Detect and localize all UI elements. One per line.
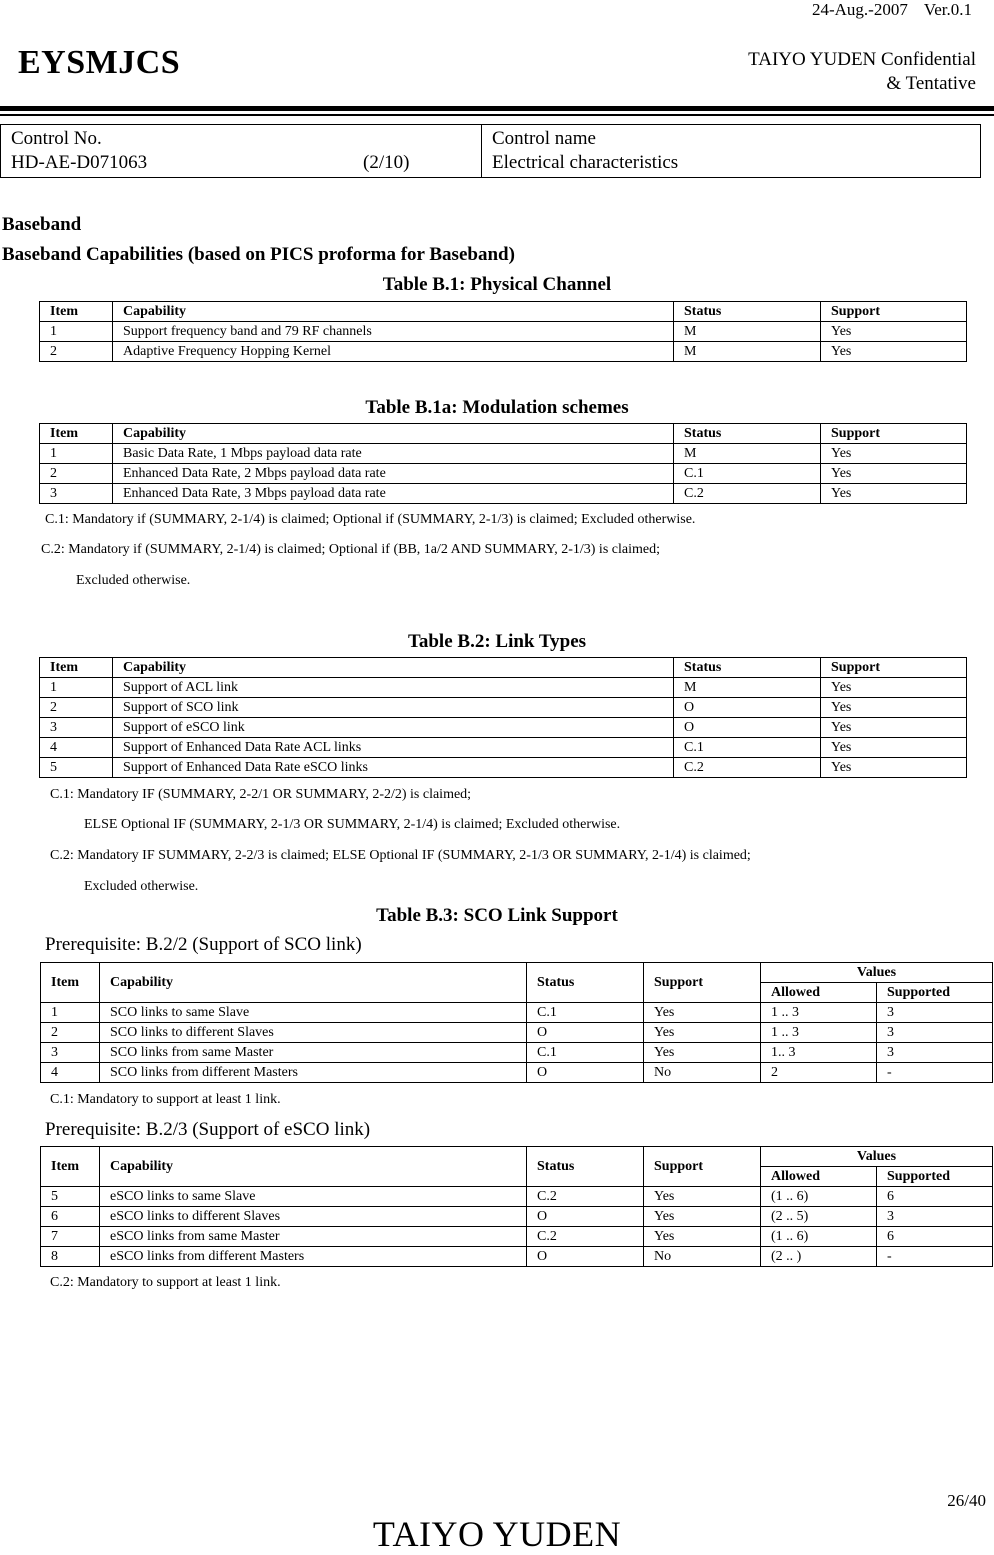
cell-support: Yes: [644, 1187, 761, 1207]
header-rule-thick: [0, 106, 994, 111]
header-capability: Capability: [100, 963, 527, 1003]
cell-item: 2: [40, 342, 113, 362]
header-support: Support: [644, 963, 761, 1003]
cell-item: 2: [40, 698, 113, 718]
version-text: Ver.0.1: [923, 0, 972, 19]
control-no-cell: [1, 125, 482, 178]
cell-allowed: (1 .. 6): [761, 1227, 877, 1247]
cell-item: 3: [40, 718, 113, 738]
cell-allowed: (2 .. ): [761, 1247, 877, 1267]
cell-item: 3: [40, 484, 113, 504]
table-b3-esco: [40, 1146, 993, 1267]
cell-status: M: [674, 322, 821, 342]
cell-status: O: [527, 1207, 644, 1227]
header-status: Status: [527, 1147, 644, 1187]
cell-item: 7: [41, 1227, 100, 1247]
table-row: [41, 1207, 993, 1227]
cell-item: 5: [40, 758, 113, 778]
cell-status: C.2: [674, 758, 821, 778]
cell-status: M: [674, 444, 821, 464]
table-row: [40, 322, 967, 342]
cell-status: C.2: [527, 1227, 644, 1247]
cell-item: 2: [41, 1023, 100, 1043]
header-allowed: Allowed: [761, 1167, 877, 1187]
cell-status: M: [674, 678, 821, 698]
table-row: [40, 342, 967, 362]
table-b3-note-c2: C.2: Mandatory to support at least 1 link.: [50, 1275, 281, 1290]
table-row: [41, 1003, 993, 1023]
header-allowed: Allowed: [761, 983, 877, 1003]
table-header-row: [40, 424, 967, 444]
header-status: Status: [674, 302, 821, 322]
cell-supported: -: [877, 1247, 993, 1267]
cell-capability: Support of Enhanced Data Rate eSCO links: [113, 758, 674, 778]
table-b3-prereq-esco: Prerequisite: B.2/3 (Support of eSCO link): [45, 1119, 371, 1140]
cell-capability: SCO links to same Slave: [100, 1003, 527, 1023]
section-subtitle: Baseband Capabilities (based on PICS proforma for Baseband): [2, 244, 515, 265]
table-header-row: [41, 1147, 993, 1167]
table-header-row: [40, 658, 967, 678]
header-status: Status: [674, 658, 821, 678]
header-support: Support: [821, 658, 967, 678]
cell-allowed: 2: [761, 1063, 877, 1083]
cell-supported: 3: [877, 1207, 993, 1227]
cell-support: Yes: [821, 444, 967, 464]
footer-brand: TAIYO YUDEN: [372, 1514, 622, 1554]
table-b1: [39, 301, 967, 362]
cell-allowed: 1 .. 3: [761, 1003, 877, 1023]
table-b2-note-c1-cont: ELSE Optional IF (SUMMARY, 2-1/3 OR SUMMARY, 2-1/4) is claimed; Excluded otherwise.: [84, 817, 621, 832]
cell-capability: Support of SCO link: [113, 698, 674, 718]
cell-item: 4: [41, 1063, 100, 1083]
table-b1a-note-c1: C.1: Mandatory if (SUMMARY, 2-1/4) is claimed; Optional if (SUMMARY, 2-1/3) is claimed; Excluded otherwise.: [45, 512, 696, 527]
cell-item: 1: [40, 678, 113, 698]
cell-support: Yes: [644, 1227, 761, 1247]
cell-allowed: 1 .. 3: [761, 1023, 877, 1043]
cell-capability: Basic Data Rate, 1 Mbps payload data rate: [113, 444, 674, 464]
cell-allowed: (1 .. 6): [761, 1187, 877, 1207]
table-b1a-note-c2-cont: Excluded otherwise.: [76, 573, 191, 588]
header-item: Item: [41, 963, 100, 1003]
control-no-label: Control No.: [11, 128, 102, 149]
table-row: [41, 1247, 993, 1267]
header-capability: Capability: [113, 424, 674, 444]
cell-status: C.2: [527, 1187, 644, 1207]
table-row: [41, 1187, 993, 1207]
cell-support: Yes: [821, 678, 967, 698]
cell-capability: eSCO links to same Slave: [100, 1187, 527, 1207]
cell-supported: 3: [877, 1003, 993, 1023]
table-b2-caption: Table B.2: Link Types: [407, 631, 587, 652]
control-page-of: (2/10): [363, 152, 410, 173]
cell-item: 1: [41, 1003, 100, 1023]
cell-support: Yes: [821, 718, 967, 738]
confidential-notice: [748, 48, 976, 96]
confidential-line-1: TAIYO YUDEN Confidential: [748, 49, 976, 70]
header-supported: Supported: [877, 983, 993, 1003]
cell-capability: Enhanced Data Rate, 2 Mbps payload data rate: [113, 464, 674, 484]
table-b2-note-c2: C.2: Mandatory IF SUMMARY, 2-2/3 is claimed; ELSE Optional IF (SUMMARY, 2-1/3 OR SUMMARY, 2-1/4) is claimed;: [50, 848, 751, 863]
table-row: [40, 444, 967, 464]
header-capability: Capability: [113, 658, 674, 678]
cell-capability: SCO links to different Slaves: [100, 1023, 527, 1043]
table-b3-prereq-sco: Prerequisite: B.2/2 (Support of SCO link): [45, 934, 362, 955]
cell-status: O: [527, 1063, 644, 1083]
header-item: Item: [41, 1147, 100, 1187]
cell-supported: 6: [877, 1227, 993, 1247]
cell-support: Yes: [821, 698, 967, 718]
cell-status: O: [674, 718, 821, 738]
cell-support: Yes: [644, 1043, 761, 1063]
cell-status: C.1: [674, 464, 821, 484]
table-row: [41, 1063, 993, 1083]
table-row: [41, 1043, 993, 1063]
cell-support: No: [644, 1063, 761, 1083]
header-status: Status: [674, 424, 821, 444]
table-row: [40, 464, 967, 484]
table-header-row: [40, 302, 967, 322]
cell-status: C.1: [527, 1003, 644, 1023]
cell-status: O: [674, 698, 821, 718]
section-title: Baseband: [2, 214, 82, 235]
header-values: Values: [761, 1147, 993, 1167]
control-no-value: HD-AE-D071063: [11, 152, 148, 173]
table-header-row: [41, 963, 993, 983]
cell-allowed: (2 .. 5): [761, 1207, 877, 1227]
cell-status: C.1: [527, 1043, 644, 1063]
table-b1a-note-c2: C.2: Mandatory if (SUMMARY, 2-1/4) is claimed; Optional if (BB, 1a/2 AND SUMMARY, 2-1/3) is claimed;: [41, 542, 660, 557]
header-rule-thin: [0, 114, 994, 116]
control-box: [0, 124, 981, 178]
page-number: 26/40: [947, 1491, 986, 1510]
header-item: Item: [40, 424, 113, 444]
header-date-version: [812, 0, 972, 20]
cell-supported: 3: [877, 1043, 993, 1063]
cell-status: M: [674, 342, 821, 362]
header-support: Support: [821, 302, 967, 322]
table-b1a-caption: Table B.1a: Modulation schemes: [365, 397, 629, 418]
cell-capability: Support frequency band and 79 RF channels: [113, 322, 674, 342]
header-item: Item: [40, 658, 113, 678]
cell-support: Yes: [644, 1023, 761, 1043]
header-item: Item: [40, 302, 113, 322]
cell-supported: 3: [877, 1023, 993, 1043]
header-values: Values: [761, 963, 993, 983]
cell-capability: Enhanced Data Rate, 3 Mbps payload data rate: [113, 484, 674, 504]
cell-support: No: [644, 1247, 761, 1267]
header-status: Status: [527, 963, 644, 1003]
cell-support: Yes: [821, 322, 967, 342]
table-b2-note-c1: C.1: Mandatory IF (SUMMARY, 2-2/1 OR SUMMARY, 2-2/2) is claimed;: [50, 787, 472, 802]
cell-item: 3: [41, 1043, 100, 1063]
cell-item: 1: [40, 322, 113, 342]
table-row: [41, 1023, 993, 1043]
table-row: [40, 758, 967, 778]
header-capability: Capability: [100, 1147, 527, 1187]
cell-capability: Adaptive Frequency Hopping Kernel: [113, 342, 674, 362]
date-text: 24-Aug.-2007: [811, 0, 908, 19]
table-row: [41, 1227, 993, 1247]
table-b3-note-c1: C.1: Mandatory to support at least 1 link.: [50, 1092, 281, 1107]
header-support: Support: [821, 424, 967, 444]
control-name-value: Electrical characteristics: [492, 152, 679, 173]
header-supported: Supported: [877, 1167, 993, 1187]
cell-support: Yes: [821, 738, 967, 758]
cell-item: 5: [41, 1187, 100, 1207]
table-row: [40, 678, 967, 698]
header-support: Support: [644, 1147, 761, 1187]
control-name-label: Control name: [492, 128, 596, 149]
cell-status: C.1: [674, 738, 821, 758]
cell-support: Yes: [821, 484, 967, 504]
table-b3-caption: Table B.3: SCO Link Support: [376, 905, 618, 926]
confidential-line-2: & Tentative: [886, 73, 976, 94]
table-row: [40, 484, 967, 504]
cell-status: O: [527, 1023, 644, 1043]
cell-item: 6: [41, 1207, 100, 1227]
cell-item: 8: [41, 1247, 100, 1267]
cell-capability: Support of ACL link: [113, 678, 674, 698]
cell-support: Yes: [821, 758, 967, 778]
cell-item: 4: [40, 738, 113, 758]
cell-support: Yes: [644, 1003, 761, 1023]
cell-capability: Support of eSCO link: [113, 718, 674, 738]
table-b1a: [39, 423, 967, 504]
cell-capability: Support of Enhanced Data Rate ACL links: [113, 738, 674, 758]
cell-support: Yes: [821, 342, 967, 362]
cell-capability: eSCO links from different Masters: [100, 1247, 527, 1267]
table-b1-caption: Table B.1: Physical Channel: [382, 274, 612, 295]
cell-capability: SCO links from same Master: [100, 1043, 527, 1063]
cell-supported: 6: [877, 1187, 993, 1207]
table-b2-note-c2-cont: Excluded otherwise.: [84, 879, 199, 894]
cell-item: 1: [40, 444, 113, 464]
cell-support: Yes: [644, 1207, 761, 1227]
cell-item: 2: [40, 464, 113, 484]
cell-status: O: [527, 1247, 644, 1267]
table-row: [40, 738, 967, 758]
table-b3-sco: [40, 962, 993, 1083]
header-capability: Capability: [113, 302, 674, 322]
cell-status: C.2: [674, 484, 821, 504]
cell-allowed: 1.. 3: [761, 1043, 877, 1063]
company-logo: EYSMJCS: [18, 44, 181, 81]
cell-support: Yes: [821, 464, 967, 484]
table-row: [40, 698, 967, 718]
table-row: [40, 718, 967, 738]
table-b2: [39, 657, 967, 778]
cell-capability: eSCO links to different Slaves: [100, 1207, 527, 1227]
cell-capability: eSCO links from same Master: [100, 1227, 527, 1247]
cell-capability: SCO links from different Masters: [100, 1063, 527, 1083]
control-name-cell: [482, 125, 981, 178]
cell-supported: -: [877, 1063, 993, 1083]
